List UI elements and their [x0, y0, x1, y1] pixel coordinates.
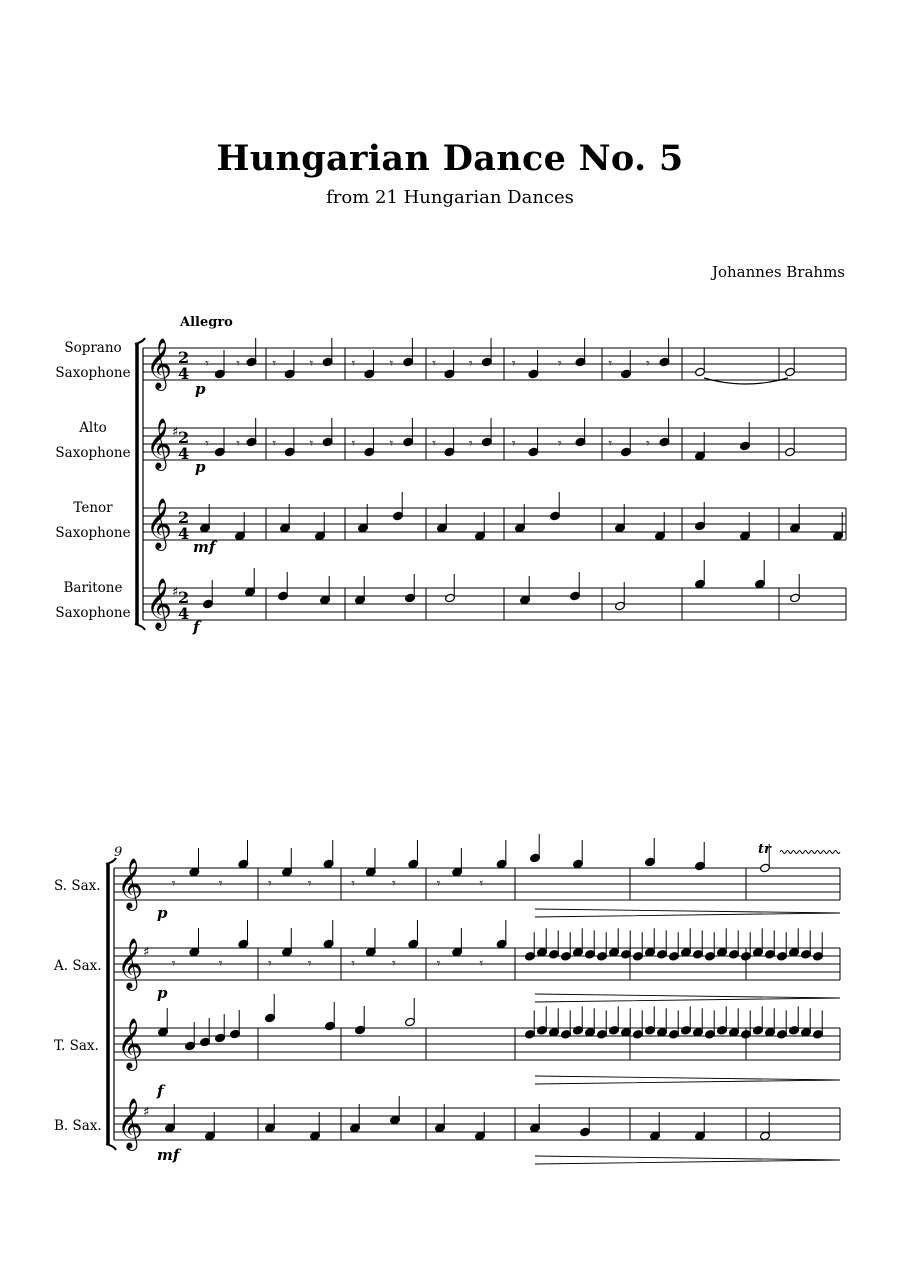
dynamic-mark: f [157, 1082, 164, 1100]
measure-number: 9 [114, 845, 123, 860]
time-signature-top: 2 [178, 588, 190, 607]
time-signature-bottom: 4 [178, 444, 190, 463]
eighth-rest-icon: 𝄾 [392, 876, 396, 892]
bracket-hook [135, 624, 145, 630]
eighth-rest-icon: 𝄾 [205, 356, 210, 372]
eighth-rest-icon: 𝄾 [236, 436, 241, 452]
dynamic-mark: mf [157, 1146, 180, 1164]
eighth-rest-icon: 𝄾 [392, 956, 396, 972]
eighth-rest-icon: 𝄾 [351, 356, 356, 372]
eighth-rest-icon: 𝄾 [511, 356, 516, 372]
hairpin [535, 994, 840, 1002]
hairpin [535, 1076, 840, 1084]
treble-clef-icon: 𝄞 [146, 418, 173, 469]
eighth-rest-icon: 𝄾 [267, 876, 272, 892]
treble-clef-icon: 𝄞 [117, 858, 144, 909]
dynamic-mark: f [193, 618, 200, 636]
note-heads [158, 338, 844, 1164]
eighth-rest-icon: 𝄾 [272, 436, 277, 452]
eighth-rest-icon: 𝄾 [218, 876, 223, 892]
eighth-rest-icon: 𝄾 [432, 436, 436, 452]
eighth-rest-icon: 𝄾 [351, 876, 355, 892]
treble-clef-icon: 𝄞 [117, 1098, 144, 1149]
piece-subtitle: from 21 Hungarian Dances [326, 187, 574, 208]
hairpin [535, 1156, 840, 1164]
eighth-rest-icon: 𝄾 [436, 876, 441, 892]
instrument-short-tenor: T. Sax. [54, 1038, 99, 1054]
eighth-rest-icon: 𝄾 [351, 436, 356, 452]
eighth-rest-icon: 𝄾 [389, 436, 394, 452]
eighth-rest-icon: 𝄾 [218, 956, 223, 972]
bracket-hook [106, 858, 116, 864]
trill-line [780, 851, 840, 854]
eighth-rest-icon: 𝄾 [351, 956, 355, 972]
eighth-rest-icon: 𝄾 [432, 356, 436, 372]
treble-clef-icon: 𝄞 [117, 1018, 144, 1069]
eighth-rest-icon: 𝄾 [479, 956, 484, 972]
eighth-rest-icon: 𝄾 [389, 356, 394, 372]
instrument-name-baritone: Baritone Saxophone [55, 580, 131, 621]
dynamic-mark: p [195, 380, 206, 398]
eighth-rest-icon: 𝄾 [272, 356, 277, 372]
time-signature-bottom: 4 [178, 604, 190, 623]
instrument-name-tenor: Tenor Saxophone [55, 500, 131, 541]
eighth-rest-icon: 𝄾 [267, 956, 272, 972]
eighth-rest-icon: 𝄾 [205, 436, 210, 452]
eighth-rest-icon: 𝄾 [646, 356, 650, 372]
sharp-icon: ♯ [172, 585, 179, 600]
dynamic-mark: p [157, 904, 168, 922]
treble-clef-icon: 𝄞 [146, 338, 173, 389]
sharp-icon: ♯ [143, 1105, 150, 1120]
trill-mark: tr [758, 842, 771, 857]
eighth-rest-icon: 𝄾 [511, 436, 516, 452]
dynamic-mark: p [195, 458, 206, 476]
eighth-rest-icon: 𝄾 [468, 436, 473, 452]
tempo-marking: Allegro [180, 315, 233, 330]
treble-clef-icon: 𝄞 [146, 498, 173, 549]
time-signature-top: 2 [178, 348, 190, 367]
bracket-hook [135, 338, 145, 344]
instrument-short-soprano: S. Sax. [54, 878, 101, 894]
eighth-rest-icon: 𝄾 [646, 436, 650, 452]
instrument-name-soprano: Soprano Saxophone [55, 340, 131, 381]
treble-clef-icon: 𝄞 [146, 578, 173, 629]
eighth-rest-icon: 𝄾 [479, 876, 484, 892]
eighth-rest-icon: 𝄾 [608, 436, 613, 452]
eighth-rest-icon: 𝄾 [171, 956, 176, 972]
dynamic-mark: p [157, 984, 168, 1002]
eighth-rest-icon: 𝄾 [309, 356, 314, 372]
time-signature-bottom: 4 [178, 524, 190, 543]
dynamic-mark: mf [193, 538, 216, 556]
eighth-rest-icon: 𝄾 [309, 436, 314, 452]
hairpin [535, 909, 840, 917]
eighth-rest-icon: 𝄾 [307, 956, 312, 972]
sharp-icon: ♯ [143, 945, 150, 960]
eighth-rest-icon: 𝄾 [236, 356, 241, 372]
instrument-short-baritone: B. Sax. [54, 1118, 102, 1134]
eighth-rest-icon: 𝄾 [557, 436, 562, 452]
eighth-rest-icon: 𝄾 [171, 876, 176, 892]
sharp-icon: ♯ [172, 425, 179, 440]
bracket-hook [106, 1144, 116, 1150]
eighth-rest-icon: 𝄾 [608, 356, 613, 372]
time-signature-top: 2 [178, 428, 190, 447]
tie [704, 378, 788, 384]
composer-name: Johannes Brahms [711, 263, 845, 281]
eighth-rest-icon: 𝄾 [307, 876, 312, 892]
eighth-rest-icon: 𝄾 [557, 356, 562, 372]
piece-title: Hungarian Dance No. 5 [216, 138, 684, 179]
eighth-rest-icon: 𝄾 [468, 356, 473, 372]
time-signature-bottom: 4 [178, 364, 190, 383]
treble-clef-icon: 𝄞 [117, 938, 144, 989]
time-signature-top: 2 [178, 508, 190, 527]
instrument-short-alto: A. Sax. [54, 958, 102, 974]
eighth-rest-icon: 𝄾 [436, 956, 441, 972]
instrument-name-alto: Alto Saxophone [55, 420, 131, 461]
